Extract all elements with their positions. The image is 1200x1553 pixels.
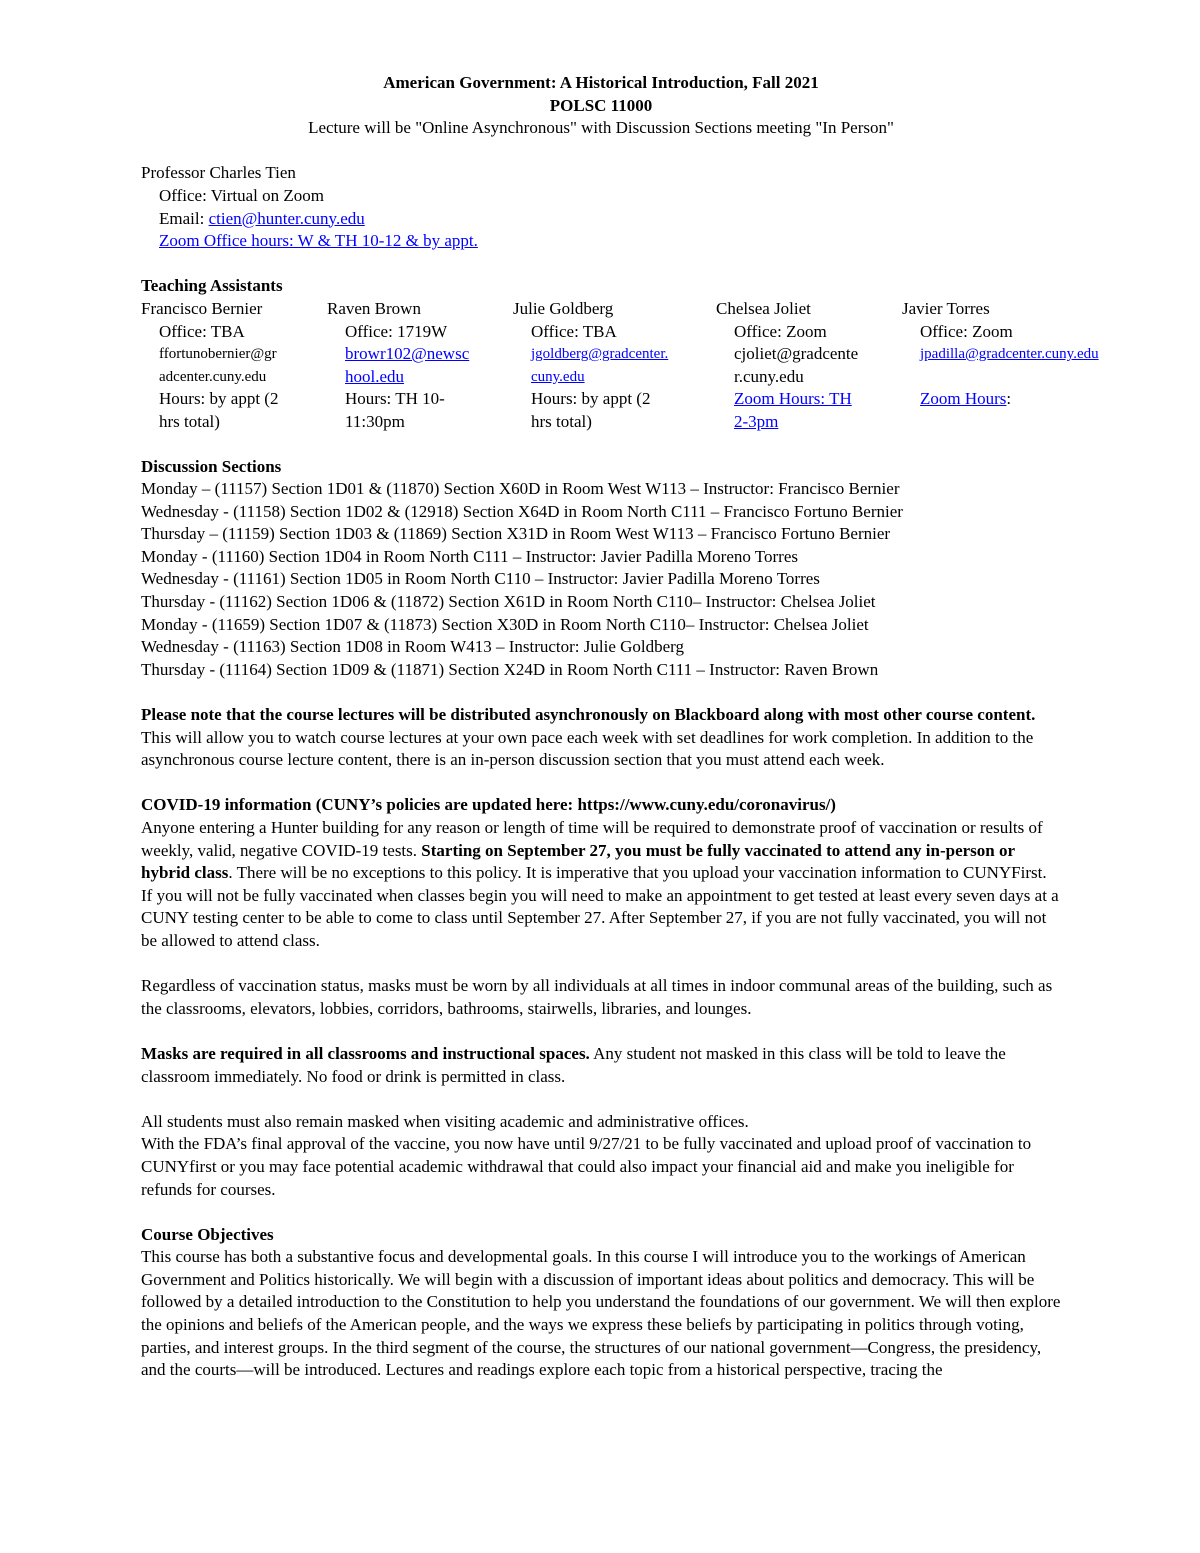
ta-email-line: cjoliet@gradcente <box>734 344 859 364</box>
ta-email-link[interactable]: jgoldberg@gradcenter. <box>531 346 669 363</box>
ta-name: Julie Goldberg <box>513 298 614 318</box>
covid-p3-bold: Masks are required in all classrooms and instructional spaces. <box>141 1043 590 1063</box>
ta-hours-line: Hours: by appt (2 <box>531 389 651 409</box>
course-note-text: This will allow you to watch course lectures at your own pace each week with set deadlines for work completion. In addition to the asynchronous course lecture content, there is an in-person discussion section that you must attend each week. <box>141 727 1034 770</box>
ta-zoom-hours-link[interactable]: Zoom Hours: TH <box>734 389 852 409</box>
course-note-bold: Please note that the course lectures will be distributed asynchronously on Blackboard along with most other course content. <box>141 705 1036 725</box>
ta-column <box>327 298 513 434</box>
ta-name: Javier Torres <box>902 298 990 318</box>
course-subtitle: Lecture will be "Online Asynchronous" with Discussion Sections meeting "In Person" <box>308 118 894 138</box>
discussion-heading: Discussion Sections <box>141 456 282 476</box>
section-line: Thursday – (11159) Section 1D03 & (11869) Section X31D in Room West W113 – Francisco Fortuno Bernier <box>141 524 891 544</box>
syllabus-page <box>141 72 1099 1382</box>
section-line: Monday - (11160) Section 1D04 in Room North C111 – Instructor: Javier Padilla Moreno Torres <box>141 546 798 566</box>
ta-email-link[interactable]: jpadilla@gradcenter.cuny.edu <box>920 346 1099 363</box>
section-line: Thursday - (11164) Section 1D09 & (11871) Section X24D in Room North C111 – Instructor: Raven Brown <box>141 659 879 679</box>
ta-email-link[interactable]: browr102@newsc <box>345 344 470 364</box>
ta-email-line <box>902 343 1102 366</box>
covid-paragraph-2: Regardless of vaccination status, masks must be worn by all individuals at all times in indoor communal areas of the building, such as the classrooms, elevators, lobbies, corridors, bathrooms, stairwells, libraries, and lounges. <box>141 976 1053 1018</box>
ta-hours-line <box>716 411 902 434</box>
ta-email-line: adcenter.cuny.edu <box>159 368 267 385</box>
ta-hours-line: Hours: by appt (2 <box>159 389 279 409</box>
covid-heading: COVID-19 information (CUNY’s policies are updated here: https://www.cuny.edu/coronavirus/) <box>141 795 836 815</box>
objectives-heading: Course Objectives <box>141 1224 274 1244</box>
section-line: Wednesday - (11158) Section 1D02 & (12918) Section X64D in Room North C111 – Francisco Fortuno Bernier <box>141 501 903 521</box>
professor-office: Office: Virtual on Zoom <box>159 185 325 205</box>
ta-email-link[interactable]: cuny.edu <box>531 368 585 385</box>
ta-email-line <box>327 343 513 366</box>
ta-hours-line: Hours: TH 10- <box>345 389 445 409</box>
ta-email-line <box>513 366 716 389</box>
professor-zoom-line <box>141 230 1061 253</box>
ta-column <box>902 298 1102 434</box>
covid-paragraph-3 <box>141 1043 1061 1088</box>
course-note-paragraph <box>141 704 1061 772</box>
ta-table <box>141 298 1099 434</box>
ta-name: Francisco Bernier <box>141 298 263 318</box>
professor-name: Professor Charles Tien <box>141 163 296 183</box>
ta-email-link[interactable]: hool.edu <box>345 366 405 386</box>
ta-email-line: r.cuny.edu <box>734 366 804 386</box>
ta-office: Office: 1719W <box>345 321 448 341</box>
covid-p1-bold: Starting on September 27, you must be fully vaccinated to attend any in-person or hybrid class <box>141 840 1015 883</box>
ta-office: Office: TBA <box>159 321 245 341</box>
covid-p1-text-a: Anyone entering a Hunter building for any reason or length of time will be required to demonstrate proof of vaccination or results of weekly, valid, negative COVID-19 tests. <box>141 818 1043 860</box>
ta-hours-colon: : <box>1006 389 1012 409</box>
ta-office: Office: TBA <box>531 321 617 341</box>
covid-paragraph-4-line-1: All students must also remain masked when visiting academic and administrative offices. <box>141 1111 749 1131</box>
section-line: Wednesday - (11161) Section 1D05 in Room North C110 – Instructor: Javier Padilla Moreno Torres <box>141 569 820 589</box>
ta-column <box>513 298 716 434</box>
covid-paragraph-4-line-2: With the FDA’s final approval of the vaccine, you now have until 9/27/21 to be fully vaccinated and upload proof of vaccination to CUNYfirst or you may face potential academic withdrawal that could also impact your financial aid and make you ineligible for refunds for courses. <box>141 1134 1032 1199</box>
ta-name: Raven Brown <box>327 298 421 318</box>
professor-email-line <box>141 208 1061 231</box>
section-line: Monday - (11659) Section 1D07 & (11873) Section X30D in Room North C110– Instructor: Chelsea Joliet <box>141 614 869 634</box>
ta-email-line <box>327 366 513 389</box>
ta-office: Office: Zoom <box>920 321 1013 341</box>
professor-email-link[interactable]: ctien@hunter.cuny.edu <box>208 208 365 228</box>
section-line: Monday – (11157) Section 1D01 & (11870) Section X60D in Room West W113 – Instructor: Francisco Bernier <box>141 479 900 499</box>
ta-office: Office: Zoom <box>734 321 827 341</box>
ta-column <box>716 298 902 434</box>
ta-column <box>141 298 327 434</box>
covid-paragraph-1 <box>141 817 1061 953</box>
ta-heading: Teaching Assistants <box>141 276 283 296</box>
objectives-paragraph: This course has both a substantive focus and developmental goals. In this course I will introduce you to the workings of American Government and Politics historically. We will begin with a discussion of important ideas about politics and democracy. This will be followed by a detailed introduction to the Constitution to help you understand the foundations of our government. We will then explore the opinions and beliefs of the American people, and the ways we express these beliefs by participating in politics through voting, parties, and interest groups. In the third segment of the course, the structures of our national government—Congress, the presidency, and the courts—will be introduced. Lectures and readings explore each topic from a historical perspective, tracing the <box>141 1247 1061 1380</box>
professor-email-label: Email: <box>159 208 209 228</box>
zoom-office-hours-link[interactable]: Zoom Office hours: W & TH 10-12 & by appt. <box>159 231 478 251</box>
covid-p3-text: Any student not masked in this class will be told to leave the classroom immediately. No food or drink is permitted in class. <box>141 1043 1006 1086</box>
ta-hours-line: 11:30pm <box>345 411 405 431</box>
covid-p1-text-b: . There will be no exceptions to this policy. It is imperative that you upload your vaccination information to CUNYFirst. If you will not be fully vaccinated when classes begin you will need to make an appointment to get tested at least every seven days at a CUNY testing center to be able to come to class until September 27. After September 27, if you are not fully vaccinated, you will not be allowed to attend class. <box>141 863 1059 950</box>
ta-zoom-hours-link[interactable]: 2-3pm <box>734 411 779 431</box>
course-title: American Government: A Historical Introduction, Fall 2021 <box>383 73 819 92</box>
section-line: Thursday - (11162) Section 1D06 & (11872) Section X61D in Room North C110– Instructor: Chelsea Joliet <box>141 592 876 612</box>
ta-hours-line: hrs total) <box>531 411 592 431</box>
ta-zoom-hours-link[interactable]: Zoom Hours <box>920 389 1007 409</box>
ta-name: Chelsea Joliet <box>716 298 811 318</box>
course-code: POLSC 11000 <box>549 95 653 115</box>
ta-hours-line: hrs total) <box>159 411 220 431</box>
ta-hours-line <box>716 388 902 411</box>
section-line: Wednesday - (11163) Section 1D08 in Room W413 – Instructor: Julie Goldberg <box>141 637 685 657</box>
ta-hours-line <box>902 388 1102 411</box>
ta-email-line <box>513 343 716 366</box>
ta-email-line: ffortunobernier@gr <box>159 346 277 363</box>
ta-email-line <box>902 366 1102 389</box>
